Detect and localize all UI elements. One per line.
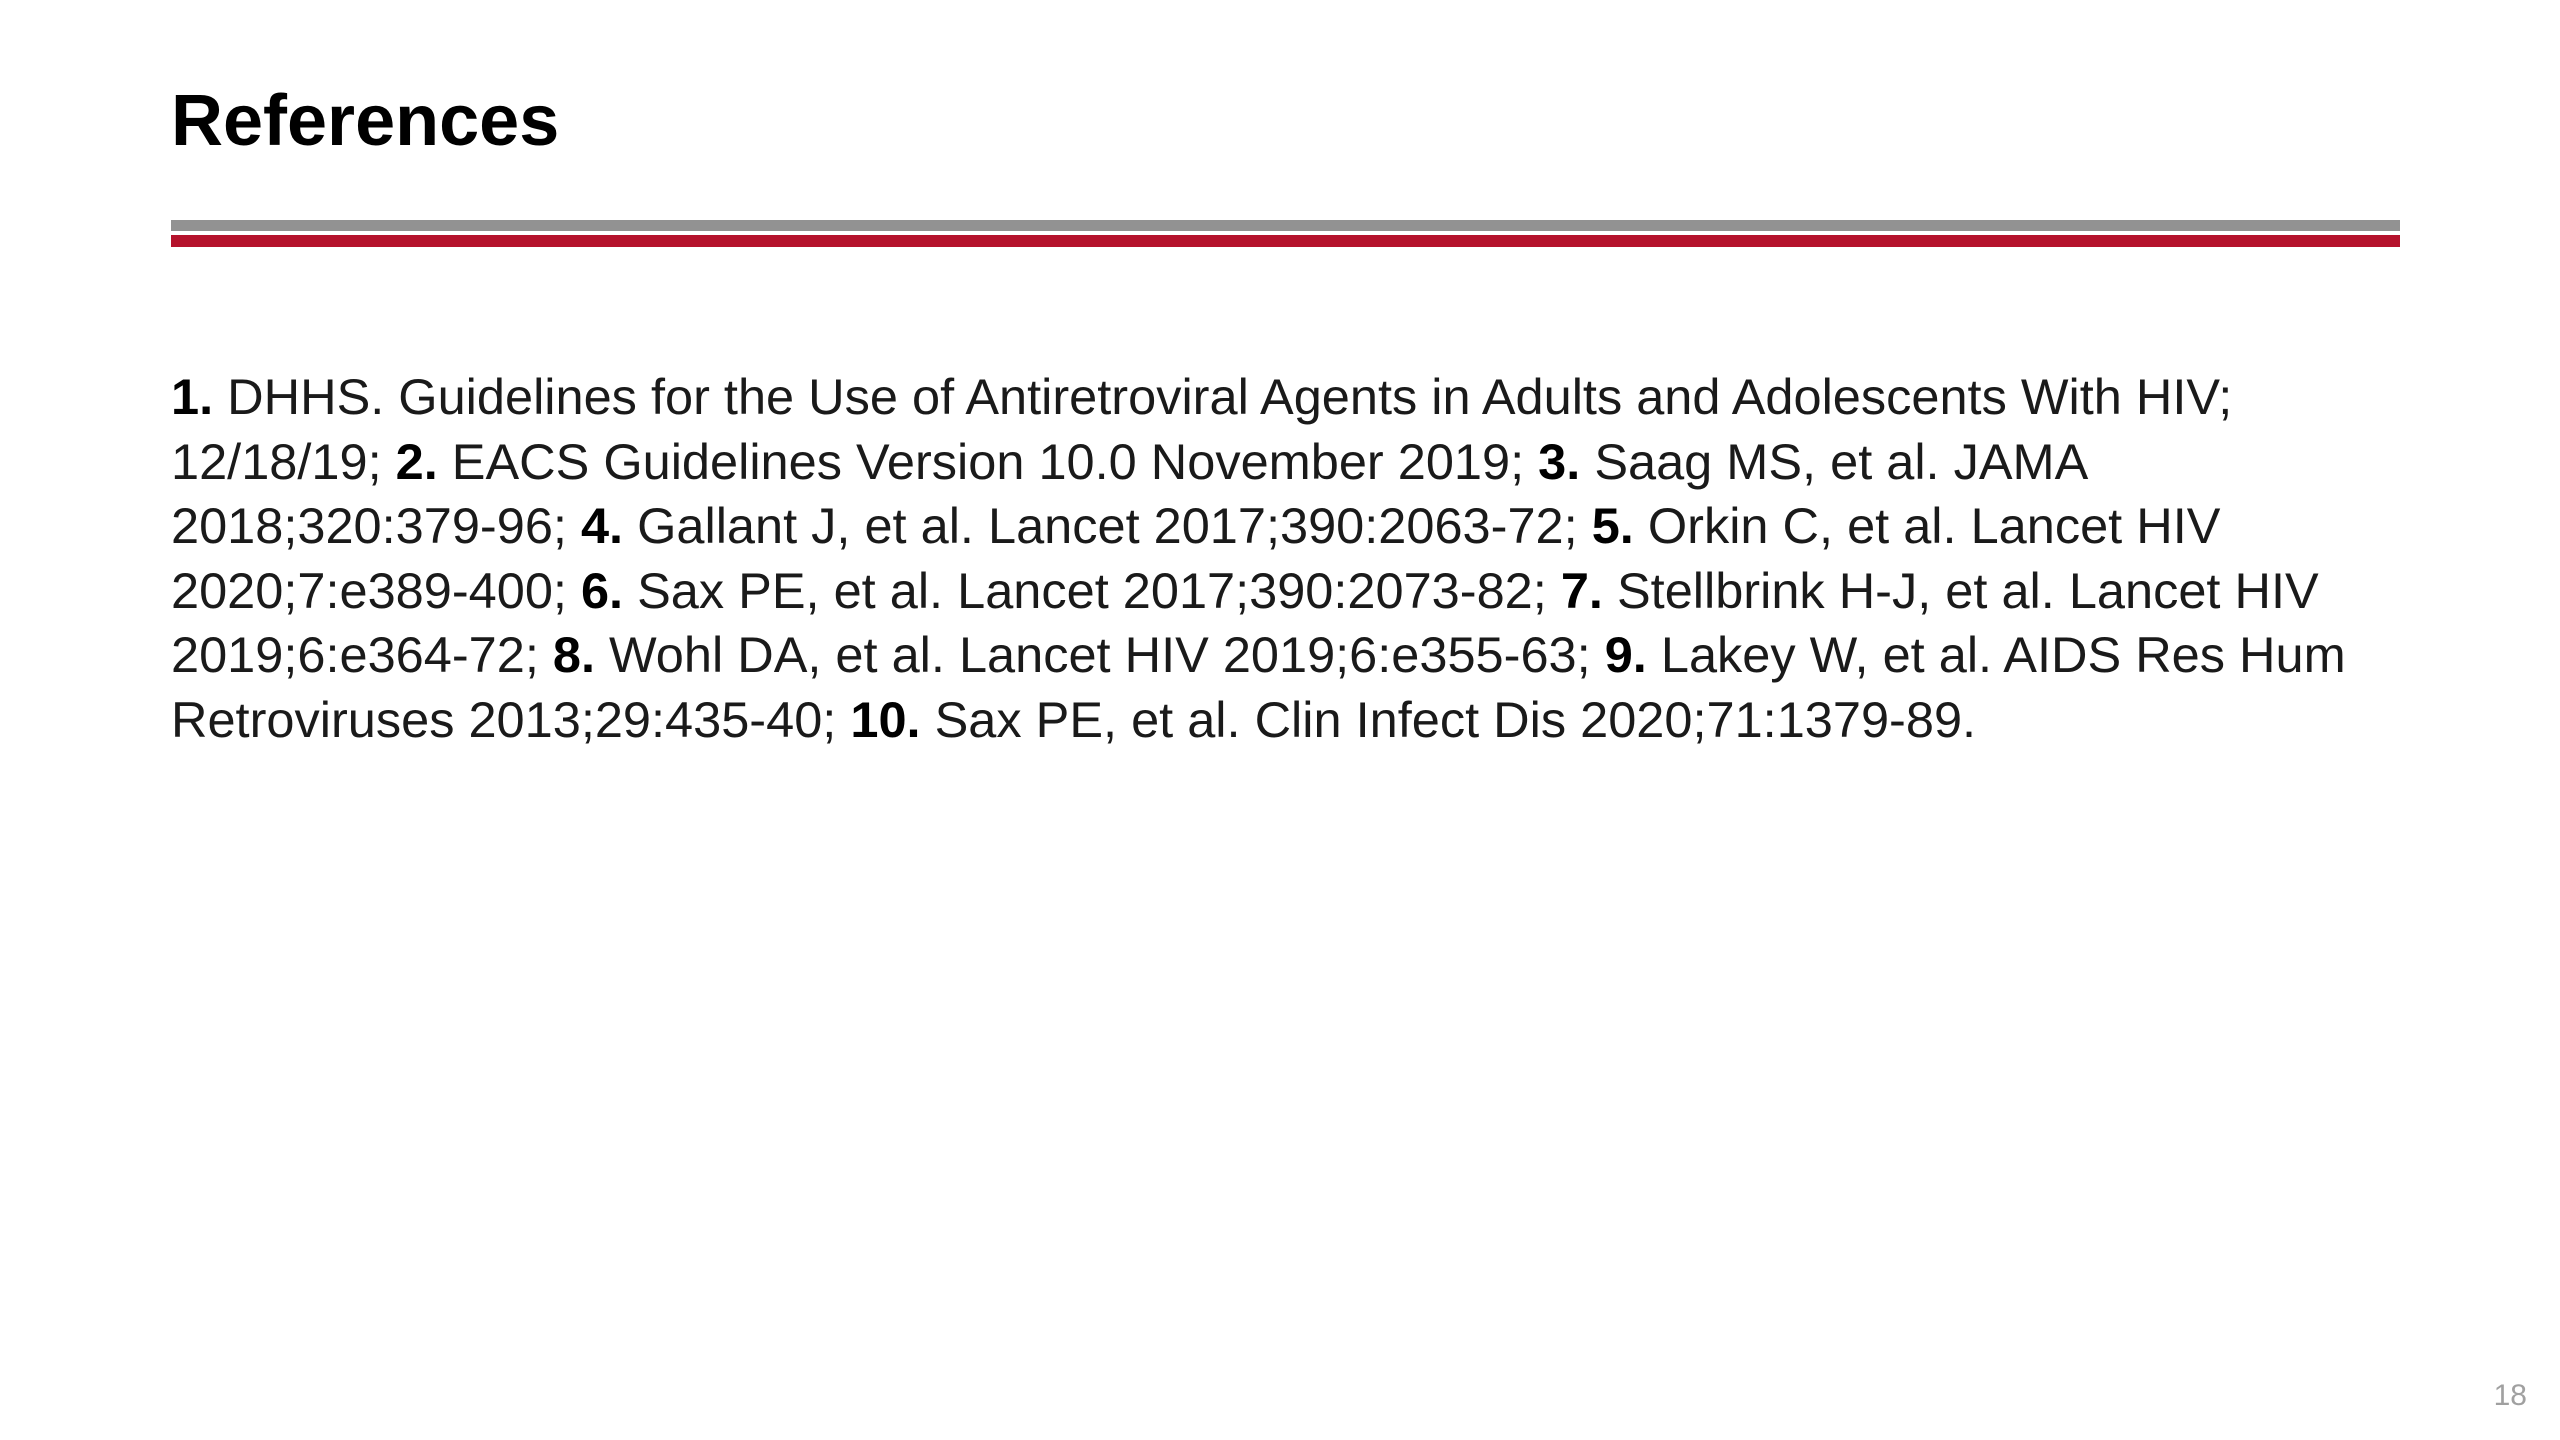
reference-text: Gallant J, et al. Lancet 2017;390:2063-72; (623, 497, 1592, 554)
slide-title: References (171, 81, 560, 161)
reference-item (396, 433, 1539, 490)
reference-number: 6. (580, 561, 624, 619)
reference-number: 9. (1604, 626, 1647, 683)
reference-text: Orkin C, et al. Lancet HIV 2020;7:e389-400; (171, 497, 2221, 619)
reference-number: 2. (395, 432, 438, 490)
reference-number: 4. (580, 497, 624, 554)
reference-text: Lakey W, et al. AIDS Res Hum Retroviruses 2013;29:435-40; (171, 626, 2346, 748)
reference-text: Wohl DA, et al. Lancet HIV 2019;6:e355-63; (595, 626, 1605, 683)
reference-text: Saag MS, et al. JAMA 2018;320:379-96; (171, 432, 2086, 554)
reference-number: 1. (171, 368, 214, 425)
reference-text: Stellbrink H-J, et al. Lancet HIV 2019;6:e364-72; (171, 561, 2319, 683)
reference-number: 7. (1560, 561, 1603, 619)
reference-number: 5. (1591, 497, 1634, 554)
page-number: 18 (2493, 1379, 2527, 1412)
title-divider-gray (171, 220, 2400, 231)
reference-text: Sax PE, et al. Lancet 2017;390:2073-82; (623, 561, 1561, 619)
reference-item (553, 626, 1605, 683)
reference-text: Sax PE, et al. Clin Infect Dis 2020;71:1379-89. (920, 690, 1977, 748)
reference-item (581, 497, 1592, 554)
title-divider-red (171, 235, 2400, 247)
reference-item (850, 691, 1976, 748)
reference-text: EACS Guidelines Version 10.0 November 2019; (437, 432, 1539, 490)
references-list (171, 365, 2411, 752)
reference-number: 8. (552, 626, 596, 683)
reference-number: 3. (1538, 432, 1581, 490)
reference-item (581, 562, 1561, 619)
reference-text: DHHS. Guidelines for the Use of Antiretroviral Agents in Adults and Adolescents With HIV; 12/18/19; (171, 368, 2233, 490)
reference-number: 10. (850, 690, 921, 748)
